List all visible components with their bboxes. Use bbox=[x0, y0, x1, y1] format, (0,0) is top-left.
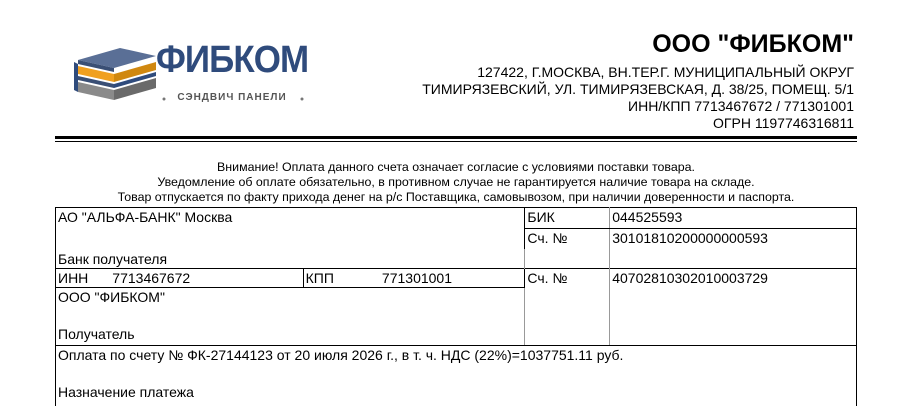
recipient-name: ООО "ФИБКОМ" bbox=[58, 289, 165, 305]
kpp-value: 771301001 bbox=[381, 270, 452, 286]
company-address-line2: ТИМИРЯЗЕВСКИЙ, УЛ. ТИМИРЯЗЕВСКАЯ, Д. 38/25, ПОМЕЩ. 5/1 bbox=[422, 81, 854, 97]
company-inn-kpp: ИНН/КПП 7713467672 / 771301001 bbox=[628, 98, 854, 114]
inn-value: 7713467672 bbox=[112, 270, 191, 286]
payment-purpose-label: Назначение платежа bbox=[58, 384, 194, 400]
bank-name: АО "АЛЬФА-БАНК" Москва bbox=[56, 208, 525, 249]
header-divider bbox=[55, 136, 857, 139]
recipient-label: Получатель bbox=[58, 326, 135, 342]
account-label: Сч. № bbox=[525, 269, 610, 346]
inn-label: ИНН bbox=[58, 270, 89, 286]
notice-line3: Товар отпускается по факту прихода денег на р/с Поставщика, самовывозом, при наличии доверенности и паспорта. bbox=[117, 190, 795, 204]
payment-purpose-text: Оплата по счету № ФК-27144123 от 20 июля 2026 г., в т. ч. НДС (22%)=1037751.11 руб. bbox=[58, 347, 624, 363]
company-address-line1: 127422, Г.МОСКВА, ВН.ТЕР.Г. МУНИЦИПАЛЬНЫЙ ОКРУГ bbox=[477, 64, 854, 80]
corr-account-value: 30101810200000000593 bbox=[610, 229, 857, 269]
inn-cell bbox=[56, 269, 304, 288]
bik-value: 044525593 bbox=[610, 208, 857, 229]
logo-name: ФИБКОМ bbox=[156, 39, 309, 81]
header-divider-thin bbox=[55, 141, 857, 142]
kpp-cell bbox=[303, 269, 525, 288]
logo-tagline: СЭНДВИЧ ПАНЕЛИ bbox=[177, 92, 287, 103]
notice-line2: Уведомление об оплате обязательно, в противном случае не гарантируется наличие товара на складе. bbox=[157, 175, 755, 189]
notice-line1: Внимание! Оплата данного счета означает согласие с условиями поставки товара. bbox=[217, 160, 695, 174]
bank-recipient-label: Банк получателя bbox=[56, 249, 525, 269]
kpp-label: КПП bbox=[305, 270, 334, 286]
company-name: ООО "ФИБКОМ" bbox=[652, 30, 854, 58]
account-value: 40702810302010003729 bbox=[610, 269, 857, 346]
bik-label: БИК bbox=[525, 208, 610, 229]
recipient-cell bbox=[56, 288, 525, 346]
company-ogrn: ОГРН 1197746316811 bbox=[713, 115, 854, 131]
payment-purpose-cell bbox=[56, 346, 857, 406]
bank-details-table bbox=[55, 207, 857, 406]
corr-account-label: Сч. № bbox=[525, 229, 610, 269]
